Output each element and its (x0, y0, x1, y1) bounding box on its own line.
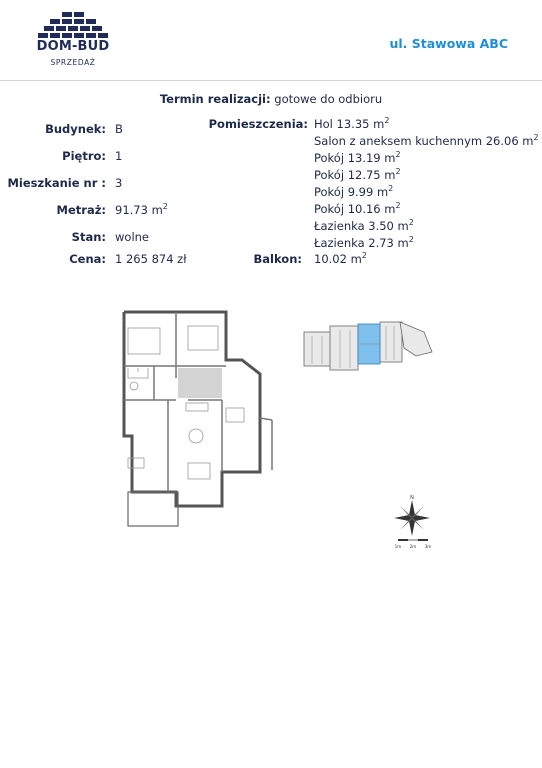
floor-plan (118, 308, 284, 530)
balcony-label: Balkon: (253, 252, 302, 266)
scale-label: 2m (409, 544, 417, 549)
area-value: 91.73 $m^2$ (115, 202, 168, 217)
area-label: Metraż: (56, 203, 106, 217)
scale-label: 3m (424, 544, 432, 549)
floor-label: Piętro: (62, 149, 106, 163)
room-item: Pokój 10.16 $m^2$ (314, 201, 401, 216)
apartment-label: Mieszkanie nr : (7, 176, 106, 190)
status-value: wolne (115, 230, 150, 244)
rooms-label: Pomieszczenia: (208, 117, 308, 131)
room-item: Pokój 12.75 $m^2$ (314, 167, 401, 182)
balcony-value: 10.02 $m^2$ (314, 251, 367, 266)
completion-value: gotowe do odbioru (274, 92, 383, 106)
status-label: Stan: (71, 230, 106, 244)
room-item: Pokój 13.19 $m^2$ (314, 150, 401, 165)
price-value: 1 265 874 zł (115, 252, 187, 266)
key-plan (300, 318, 436, 378)
room-item: Pokój 9.99 $m^2$ (314, 184, 394, 199)
north-label: N (410, 495, 414, 501)
room-item: Łazienka 3.50 $m^2$ (314, 218, 414, 233)
logo-subtitle: SPRZEDAŻ (50, 58, 96, 67)
logo-name: DOM-BUD (36, 39, 110, 54)
compass-rose-icon (382, 494, 444, 550)
room-item: Hol 13.35 $m^2$ (314, 116, 390, 131)
price-label: Cena: (69, 252, 106, 266)
room-item: Łazienka 2.73 $m^2$ (314, 235, 414, 250)
building-value: B (115, 122, 123, 136)
apartment-value: 3 (115, 176, 123, 190)
completion-date (0, 92, 542, 106)
scale-label: 1m (394, 544, 402, 549)
completion-label: Termin realizacji: (159, 92, 271, 106)
building-label: Budynek: (45, 122, 106, 136)
floor-value: 1 (115, 149, 123, 163)
page-header (0, 0, 542, 81)
dom-bud-logo (30, 12, 116, 72)
address: ul. Stawowa ABC (389, 36, 508, 51)
brick-wall-logo-icon (34, 12, 112, 38)
room-item: Salon z aneksem kuchennym 26.06 $m^2$ (314, 133, 539, 148)
